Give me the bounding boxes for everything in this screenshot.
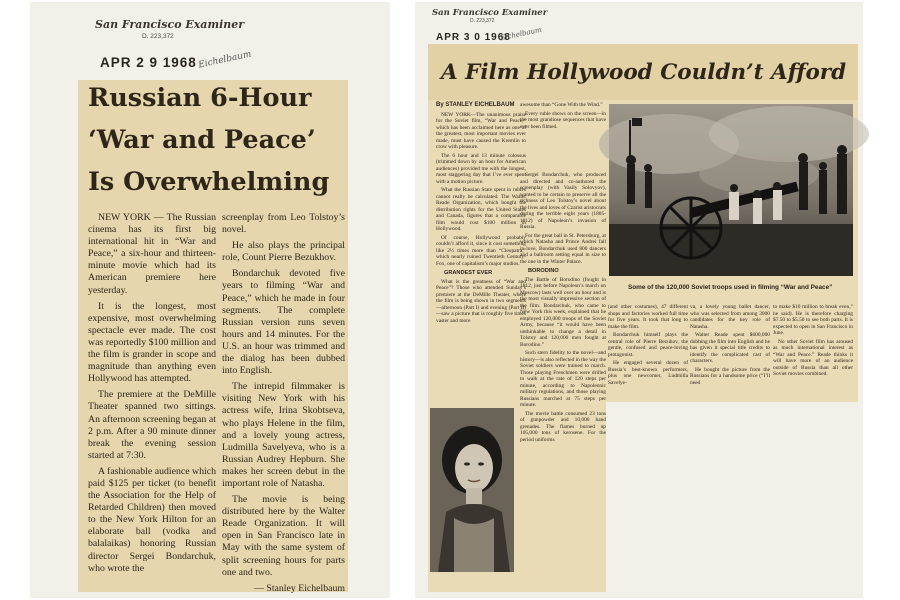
- right-article-column-3: [608, 304, 688, 402]
- actress-portrait-image: [430, 408, 514, 572]
- left-paragraph: He also plays the principal role, Count Pierre Bezukhov.: [222, 240, 345, 264]
- right-paragraph: What the Russian State spent in rubles cannot really be calculated. The Walter Reade Organization, which bought the distribution rights for the United States and Canada, figures that a comparable film would cost $100 million in Hollywood.: [436, 187, 526, 232]
- right-paragraph: (and other costumes), 47 different shops and factories worked full time for five years. It took that long to make the film.: [608, 304, 688, 330]
- left-date-stamp: APR 2 9 1968: [100, 55, 197, 70]
- right-subhead-borodino: BORODINO: [528, 268, 559, 274]
- left-headline-line-3: Is Overwhelming: [88, 167, 330, 197]
- left-headline-line-2: ‘War and Peace’: [88, 125, 316, 155]
- right-paragraph: What is the greatness of “War and Peace”? Those who attended Sunday’s premiere at the DeMille Theater, where the film is being shown in two segments—afternoon (Part I) and evening (Part II)—saw a picture that is roughly five times vaster and more: [436, 278, 526, 324]
- left-article-column-2: [222, 212, 345, 594]
- right-paragraph: He engaged several dozen of Russia’s best-known performers, plus one newcomer, Ludmilla Savelye-: [608, 360, 688, 386]
- right-headline: A Film Hollywood Couldn’t Afford: [441, 60, 847, 85]
- left-masthead: San Francisco Examiner: [95, 18, 245, 31]
- battle-photo: [609, 104, 853, 276]
- right-paragraph: awesome than “Gone With the Wind.”: [520, 102, 603, 108]
- right-paragraph: He bought the picture from the Russians for a handsome price (“I’ll need: [690, 366, 770, 386]
- right-paragraph: Of course, Hollywood probably couldn’t afford it, since it cost something like 2½ times more than “Cleopatra,” which nearly ruined Twentieth Century-Fox, one of capitalism’s major studios.: [436, 234, 526, 267]
- right-paragraph: The Battle of Borodino (fought in 1812, just before Napoleon’s march on Moscow) lasts well over an hour and is the most visually impressive section of the film. Bondarchuk, who came to New York this week, explained that he employed 120,000 troops of the Soviet Army, because “it would have been unthinkable to change a detail in Tolstoy and 120,000 men fought at Borodino.”: [520, 276, 606, 348]
- right-subhead-grandest: GRANDEST EVER: [444, 270, 493, 276]
- right-paragraph: Every ruble shows on the screen—in the most grandiose sequences that have ever been filmed.: [520, 110, 606, 130]
- right-article-column-1: [436, 102, 526, 382]
- left-circulation: D. 223,372: [142, 33, 174, 40]
- right-byline: By STANLEY EICHELBAUM: [436, 102, 515, 108]
- right-article-column-2: [520, 172, 606, 592]
- right-paragraph: to make $10 million to break even,” he said). He is therefore charging $7.50 to $5.50 to see both parts. It is expected to open in San Francisco in June.: [773, 304, 853, 336]
- left-paragraph: The intrepid filmmaker is visiting New York with his actress wife, Irina Skobtseva, who plays Helene in the film, and a lovely young actress, Ludmilla Savelyeva, who is a Russian Audrey Hepburn. She makes her screen debut in the important role of Natasha.: [222, 381, 345, 489]
- right-paragraph: NEW YORK—The unanimous praise for the Soviet film, “War and Peace,” which has been acclaimed here as one of the greatest, most important movies ever made, must have caused the Kremlin to crow with pleasure.: [436, 111, 526, 150]
- right-paragraph: va, a lovely young ballet dancer, who was selected from among 3000 candidates for the key role of Natasha.: [690, 304, 770, 330]
- right-paragraph: The 6 hour and 13 minute colossus (trimmed down by an hour for American audiences) provided me with the longest, most staggering day that I’ve ever spent with a motion picture.: [436, 152, 526, 185]
- left-initials-signature: Eichelbaum: [197, 49, 253, 71]
- left-signature: — Stanley Eichelbaum: [254, 582, 345, 594]
- battle-scene-image: [609, 104, 853, 276]
- left-paragraph: Bondarchuk devoted five years to filming “War and Peace,” which he made in four segments. The complete Russian version runs seven hours and 14 minutes. For the U.S. an hour was trimmed and the dialog has been dubbed into English.: [222, 268, 345, 377]
- left-headline-line-1: Russian 6-Hour: [88, 83, 312, 113]
- right-circulation: D. 223,372: [470, 18, 495, 24]
- right-article-column-2-top: [520, 102, 606, 172]
- right-paragraph: Bondarchuk himself plays the central role of Pierre Bezuhov, the gentle, confused and peace-loving protagonist.: [608, 332, 688, 358]
- left-paragraph: The movie is being distributed here by the Walter Reade Organization. It will open in San Francisco late in May with the same system of split screening hours for parts one and two.: [222, 494, 345, 578]
- right-paragraph: The movie battle consumed 23 tons of gunpowder and 10,000 hand grenades. The flames burned up 105,000 tons of kerosene. For the period uniforms: [520, 410, 606, 443]
- right-paragraph: Sergei Bondarchuk, who produced and directed and co-authored the screenplay (with Vasily Solovyov), wanted to be certain to preserve all the richness of Leo Tolstoy’s novel about the lives and loves of Czarist aristocrats during the terrible eight years (1805-1812) of Napoleon’s invasion of Russia.: [520, 172, 606, 230]
- right-article-column-5: [773, 304, 853, 402]
- right-date-stamp: APR 3 0 1968: [436, 32, 511, 43]
- portrait-photo: [430, 408, 514, 572]
- left-article-column-1: [88, 212, 216, 588]
- left-paragraph: NEW YORK — The Russian cinema has its first big international hit in “War and Peace,” a six-hour and thirteen-minute movie which had its American premiere here yesterday.: [88, 212, 216, 296]
- right-masthead: San Francisco Examiner: [432, 8, 548, 18]
- right-paragraph: Walter Reade spent $600,000 dubbing the film into English and he has given it special title credits to identify the complicated cast of characters.: [690, 332, 770, 364]
- right-article-column-4: [690, 304, 770, 402]
- right-paragraph: For the great ball in St. Petersburg, at which Natasha and Prince Andrei fall in love, Bondarchuk used 800 dancers and a ballroom setting equal in size to the one in the Winter Palace.: [520, 232, 606, 265]
- left-paragraph: screenplay from Leo Tolstoy’s novel.: [222, 212, 345, 236]
- photo-caption: Some of the 120,000 Soviet troops used in filming “War and Peace”: [628, 284, 833, 291]
- left-paragraph: It is the longest, most expensive, most overwhelming spectacle ever made. The cost was reportedly $100 million and the film is grander in scope and magnitude than anything even Hollywood has attempted.: [88, 300, 216, 385]
- left-paragraph: The premiere at the DeMille Theater spanned two sittings. An afternoon screening began at 2 p.m. After a 90 minute dinner break the evening session started at 7:30.: [88, 389, 216, 461]
- right-paragraph: No other Soviet film has aroused as much international interest as “War and Peace.” Reade thinks it will have more of an audience outside of Russia than all other Soviet movies combined.: [773, 338, 853, 377]
- left-paragraph: A fashionable audience which paid $125 per ticket (to benefit the Association for the Help of Retarded Children) then moved to the New York Hilton for an elaborate ball (vodka and balalaikas) honoring Russian director Sergei Bondarchuk, who wrote the: [88, 465, 216, 574]
- right-initials-signature: Eichelbaum: [499, 25, 543, 43]
- right-paragraph: Such stern fidelity to the novel—and history—is also reflected in the way the Soviet soldiers were trained to march. Those playing Frenchmen were drilled to walk at the rate of 120 steps per minute, according to Napoleonic military regulations, and those playing Russians marched at 75 steps per minute.: [520, 350, 606, 408]
